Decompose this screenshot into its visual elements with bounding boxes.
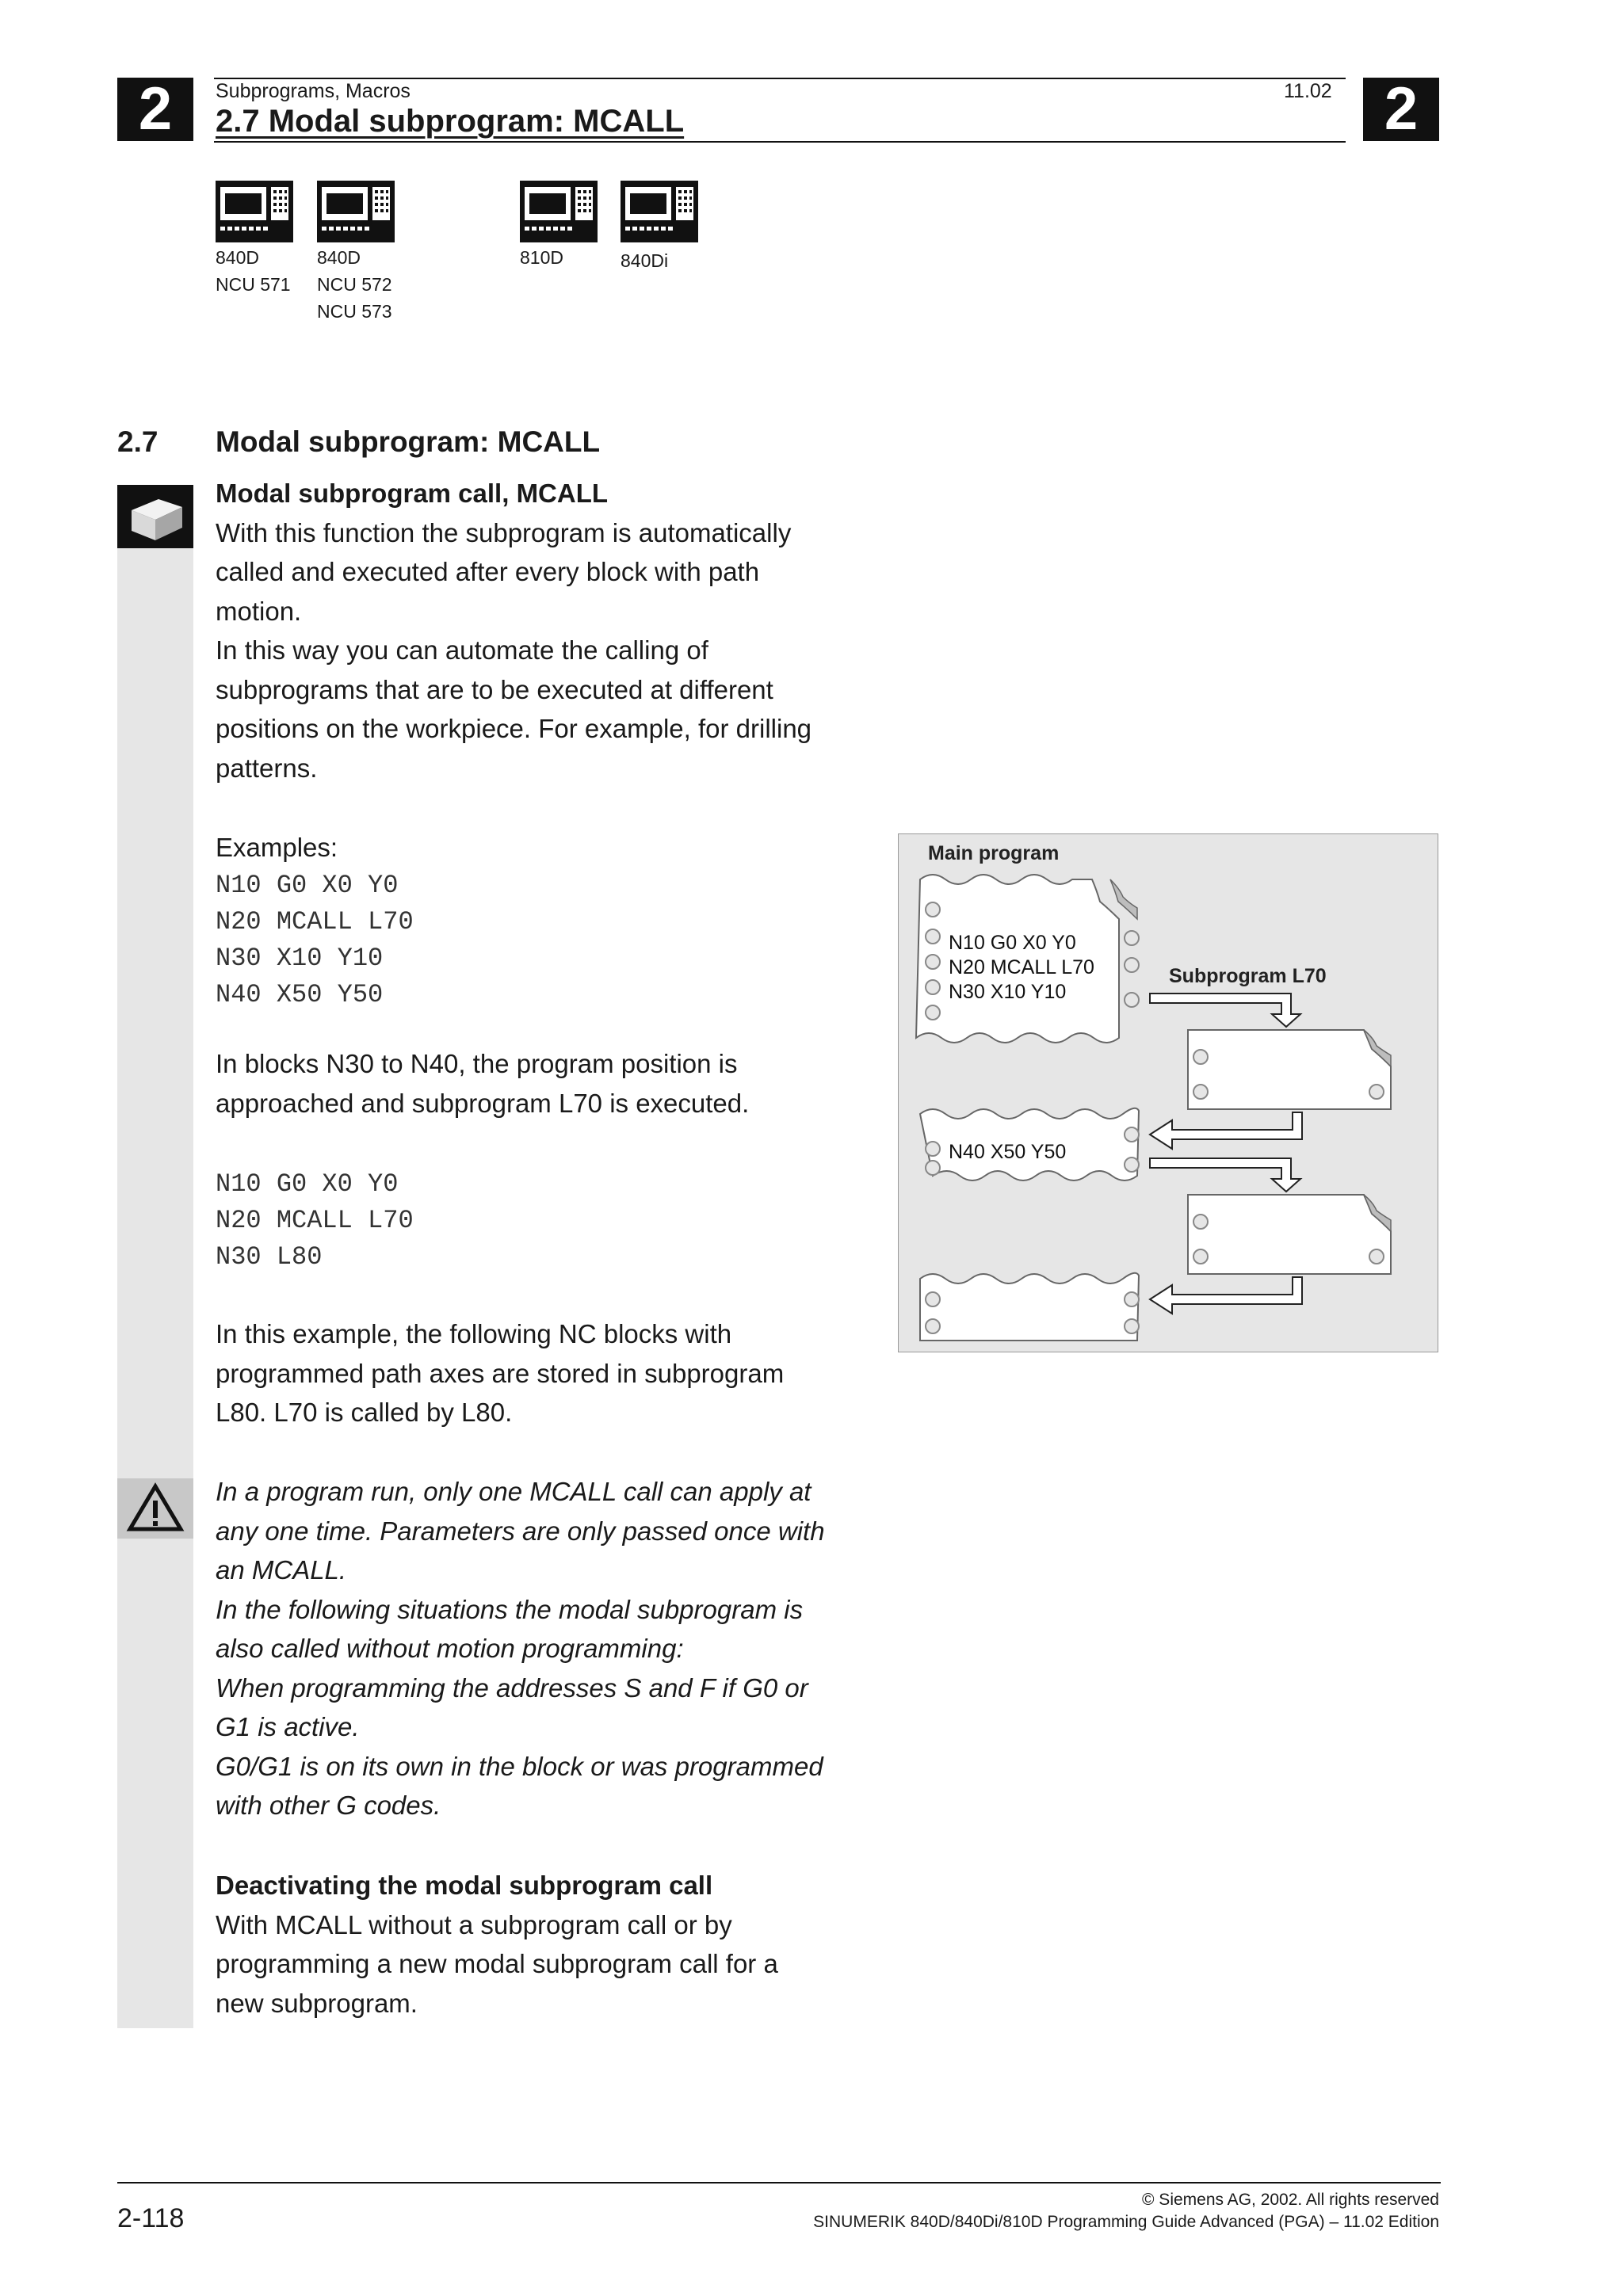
punch-hole [1369,1085,1384,1099]
punch-hole [1125,1158,1139,1172]
warning-line: When programming the addresses S and F if G0 or [216,1672,808,1703]
subprogram-label: Subprogram L70 [1169,965,1327,987]
control-panel-icon [520,181,598,242]
punch-hole [1125,1319,1139,1333]
deactivate-line: programming a new modal subprogram call for a [216,1949,778,1978]
punch-hole [1193,1050,1208,1064]
warning-line: In the following situations the modal subprogram is [216,1594,804,1624]
intro-line: patterns. [216,753,318,783]
warning-line: In a program run, only one MCALL call can apply at [216,1477,812,1506]
punch-hole [1125,931,1139,945]
code-line: N30 X10 Y10 [216,943,384,973]
intro-line: motion. [216,596,302,626]
warning-note [216,1472,881,1825]
control-label-810d: 810D [520,247,563,268]
punch-hole [926,1292,940,1306]
explanation-line: L80. L70 is called by L80. [216,1398,513,1427]
punch-hole [926,1161,940,1175]
warning-line: an MCALL. [216,1555,347,1585]
intro-line: In this way you can automate the calling of [216,635,708,665]
explanation-line: In this example, the following NC blocks with [216,1319,732,1348]
warning-line: G0/G1 is on its own in the block or was programmed [216,1751,823,1781]
code-example-2 [216,1166,881,1276]
punch-hole [1125,993,1139,1007]
code-line: N10 G0 X0 Y0 [216,1169,399,1199]
punch-hole [926,1319,940,1333]
control-label-840di: 840Di [621,250,669,271]
control-panel-icon [216,181,293,242]
punch-hole [1193,1249,1208,1264]
block-line: N20 MCALL L70 [949,956,1094,978]
control-panel-icon [621,181,698,242]
intro-line: called and executed after every block with path [216,557,760,586]
block-line: N30 X10 Y10 [949,981,1067,1003]
warning-icon [117,1478,193,1539]
intro-block [216,474,881,788]
explanation-line: approached and subprogram L70 is executed. [216,1088,750,1118]
examples-block [216,828,881,1013]
edition-label: 11.02 [1284,80,1332,102]
chapter-number-box-left: 2 [117,78,193,141]
code-line: N30 L80 [216,1242,323,1272]
section-title: Modal subprogram: MCALL [216,425,601,458]
footer-doc-title: SINUMERIK 840D/840Di/810D Programming Guide Advanced (PGA) – 11.02 Edition [813,2213,1439,2231]
footer-rule [117,2182,1441,2183]
punch-hole [926,902,940,917]
punch-hole [1125,1127,1139,1142]
workpiece-icon [117,485,193,548]
intro-line: With this function the subprogram is automatically [216,517,792,547]
code-line: N10 G0 X0 Y0 [216,870,399,900]
punch-hole [926,1005,940,1020]
punch-hole [1193,1215,1208,1229]
subheading-mcall: Modal subprogram call, MCALL [216,479,609,508]
punch-hole [1125,958,1139,972]
page-number: 2-118 [117,2203,185,2233]
punch-hole [926,1142,940,1156]
punch-hole [926,929,940,944]
subprogram-sheet [1188,1195,1391,1274]
intro-line: positions on the workpiece. For example, for drilling [216,714,812,743]
explanation-line: In blocks N30 to N40, the program position is [216,1049,738,1078]
explanation-line: programmed path axes are stored in subprogram [216,1358,785,1388]
explanation-1 [216,1044,881,1123]
control-label-840d-ncu571: 840D NCU 571 [216,247,291,295]
control-label-840d-ncu572: 840D NCU 572 NCU 573 [317,247,392,322]
section-number: 2.7 [117,425,158,458]
code-line: N40 X50 Y50 [216,979,384,1009]
warning-line: any one time. Parameters are only passed once with [216,1516,825,1546]
punch-hole [1125,1292,1139,1306]
section-heading [117,425,600,460]
chapter-number-box-right: 2 [1363,78,1439,141]
block-line: N10 G0 X0 Y0 [949,932,1076,954]
intro-line: subprograms that are to be executed at different [216,674,773,704]
deactivate-heading: Deactivating the modal subprogram call [216,1871,713,1900]
explanation-2 [216,1314,881,1432]
warning-line: G1 is active. [216,1712,360,1741]
examples-label: Examples: [216,833,338,862]
code-line: N20 MCALL L70 [216,1206,414,1235]
control-panel-icon [317,181,395,242]
warning-line: with other G codes. [216,1791,441,1820]
mcall-flow-diagram [898,833,1438,1352]
breadcrumb: Subprograms, Macros [216,80,411,102]
code-line: N20 MCALL L70 [216,906,414,936]
deactivate-block [216,1866,881,2023]
main-program-sheet [920,1273,1139,1341]
header-bottom-rule [214,141,1346,143]
punch-hole [926,955,940,969]
page-title: 2.7 Modal subprogram: MCALL [216,104,685,139]
punch-hole [1369,1249,1384,1264]
deactivate-line: With MCALL without a subprogram call or by [216,1909,732,1939]
block-line: N40 X50 Y50 [949,1141,1067,1163]
punch-hole [1193,1085,1208,1099]
footer-copyright: © Siemens AG, 2002. All rights reserved [1142,2191,1439,2209]
punch-hole [926,980,940,994]
subprogram-sheet [1188,1030,1391,1109]
main-program-label: Main program [928,842,1060,864]
warning-line: also called without motion programming: [216,1634,684,1663]
deactivate-line: new subprogram. [216,1988,418,2018]
margin-sidebar [117,485,193,2028]
